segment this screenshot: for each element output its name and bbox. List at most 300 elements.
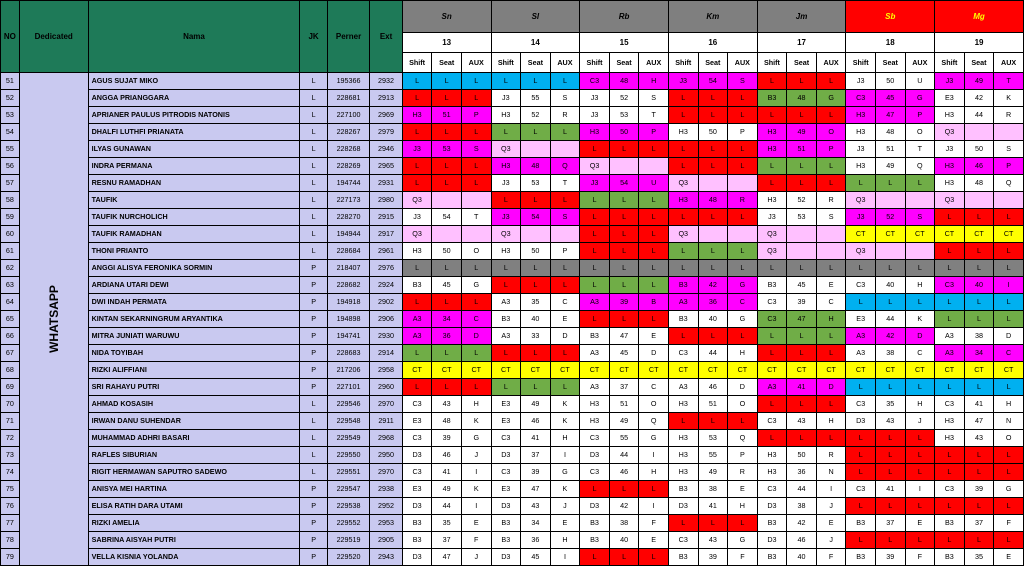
shift-cell[interactable]: A3 (491, 328, 521, 345)
aux-cell[interactable]: J (905, 413, 935, 430)
aux-cell[interactable]: K (461, 481, 491, 498)
aux-cell[interactable]: L (728, 90, 758, 107)
gender-cell[interactable]: P (300, 515, 327, 532)
row-number-cell[interactable]: 60 (1, 226, 20, 243)
shift-cell[interactable]: H3 (846, 107, 876, 124)
shift-cell[interactable]: L (491, 277, 521, 294)
subcolumn-header[interactable]: Shift (580, 53, 610, 73)
aux-cell[interactable]: G (728, 311, 758, 328)
shift-cell[interactable]: L (580, 141, 610, 158)
seat-cell[interactable]: L (698, 141, 728, 158)
shift-cell[interactable]: L (935, 260, 965, 277)
shift-cell[interactable]: D3 (491, 447, 521, 464)
seat-cell[interactable]: 50 (875, 73, 905, 90)
seat-cell[interactable]: 38 (787, 498, 817, 515)
shift-cell[interactable]: L (757, 175, 787, 192)
shift-cell[interactable]: H3 (757, 464, 787, 481)
shift-cell[interactable]: L (580, 549, 610, 566)
row-number-cell[interactable]: 72 (1, 430, 20, 447)
seat-cell[interactable]: L (521, 379, 551, 396)
seat-cell[interactable]: CT (875, 362, 905, 379)
aux-cell[interactable]: L (728, 515, 758, 532)
aux-cell[interactable]: K (905, 311, 935, 328)
shift-cell[interactable]: B3 (757, 515, 787, 532)
seat-cell[interactable]: 43 (521, 498, 551, 515)
aux-cell[interactable]: R (816, 192, 846, 209)
aux-cell[interactable]: P (994, 158, 1024, 175)
shift-cell[interactable]: H3 (580, 396, 610, 413)
ext-cell[interactable]: 2924 (370, 277, 403, 294)
shift-cell[interactable]: CT (935, 362, 965, 379)
shift-cell[interactable]: A3 (580, 345, 610, 362)
seat-cell[interactable]: 49 (787, 124, 817, 141)
gender-cell[interactable]: L (300, 141, 327, 158)
shift-cell[interactable]: C3 (935, 396, 965, 413)
seat-cell[interactable]: 45 (875, 90, 905, 107)
aux-cell[interactable]: E (550, 515, 580, 532)
shift-cell[interactable]: H3 (668, 124, 698, 141)
aux-cell[interactable]: L (905, 464, 935, 481)
row-number-cell[interactable]: 73 (1, 447, 20, 464)
shift-cell[interactable]: L (668, 158, 698, 175)
seat-cell[interactable]: 54 (698, 73, 728, 90)
seat-cell[interactable]: 51 (787, 141, 817, 158)
shift-cell[interactable]: L (668, 141, 698, 158)
aux-cell[interactable]: D (816, 379, 846, 396)
aux-cell[interactable]: L (728, 243, 758, 260)
shift-cell[interactable]: L (402, 73, 432, 90)
subcolumn-header[interactable]: Shift (757, 53, 787, 73)
aux-cell[interactable]: H (550, 430, 580, 447)
aux-cell[interactable]: L (994, 532, 1024, 549)
gender-cell[interactable]: P (300, 532, 327, 549)
aux-cell[interactable]: C (728, 294, 758, 311)
seat-cell[interactable]: L (787, 345, 817, 362)
name-cell[interactable]: RIZKI AMELIA (88, 515, 300, 532)
seat-cell[interactable]: 51 (432, 107, 462, 124)
aux-cell[interactable]: D (639, 345, 669, 362)
seat-cell[interactable]: L (609, 260, 639, 277)
aux-cell[interactable]: L (728, 413, 758, 430)
aux-cell[interactable]: E (550, 311, 580, 328)
subcolumn-header[interactable]: Shift (846, 53, 876, 73)
shift-cell[interactable]: C3 (846, 277, 876, 294)
seat-cell[interactable]: L (698, 209, 728, 226)
aux-cell[interactable]: G (728, 532, 758, 549)
gender-cell[interactable]: P (300, 260, 327, 277)
seat-cell[interactable]: 53 (432, 141, 462, 158)
seat-cell[interactable]: L (432, 345, 462, 362)
aux-cell[interactable]: L (728, 158, 758, 175)
aux-cell[interactable]: L (550, 124, 580, 141)
seat-cell[interactable]: L (787, 396, 817, 413)
aux-cell[interactable] (905, 243, 935, 260)
shift-cell[interactable]: D3 (757, 498, 787, 515)
aux-cell[interactable]: L (550, 277, 580, 294)
seat-cell[interactable]: 48 (609, 73, 639, 90)
shift-cell[interactable]: L (846, 447, 876, 464)
aux-cell[interactable] (994, 124, 1024, 141)
aux-cell[interactable]: Q (639, 413, 669, 430)
name-cell[interactable]: SRI RAHAYU PUTRI (88, 379, 300, 396)
seat-cell[interactable]: 39 (964, 481, 994, 498)
seat-cell[interactable]: 48 (521, 158, 551, 175)
ext-cell[interactable]: 2950 (370, 447, 403, 464)
seat-cell[interactable]: 40 (964, 277, 994, 294)
shift-cell[interactable]: C3 (757, 294, 787, 311)
aux-cell[interactable]: C (816, 294, 846, 311)
shift-cell[interactable]: CT (580, 362, 610, 379)
shift-cell[interactable]: B3 (757, 549, 787, 566)
ext-cell[interactable]: 2906 (370, 311, 403, 328)
aux-cell[interactable] (550, 141, 580, 158)
shift-cell[interactable]: A3 (668, 379, 698, 396)
aux-cell[interactable]: J (816, 498, 846, 515)
seat-cell[interactable]: 49 (432, 481, 462, 498)
shift-cell[interactable]: L (757, 73, 787, 90)
seat-cell[interactable]: 43 (964, 430, 994, 447)
seat-cell[interactable]: 42 (875, 328, 905, 345)
shift-cell[interactable]: L (668, 328, 698, 345)
seat-cell[interactable]: L (432, 124, 462, 141)
aux-cell[interactable]: L (461, 73, 491, 90)
aux-cell[interactable]: L (728, 328, 758, 345)
shift-cell[interactable]: C3 (580, 464, 610, 481)
aux-cell[interactable]: C (905, 345, 935, 362)
seat-cell[interactable] (787, 243, 817, 260)
shift-cell[interactable]: E3 (491, 413, 521, 430)
aux-cell[interactable]: F (816, 549, 846, 566)
name-cell[interactable]: IRWAN DANU SUHENDAR (88, 413, 300, 430)
aux-cell[interactable]: L (816, 260, 846, 277)
seat-cell[interactable]: 45 (432, 277, 462, 294)
seat-cell[interactable]: L (609, 311, 639, 328)
aux-cell[interactable]: L (639, 209, 669, 226)
shift-cell[interactable]: L (580, 481, 610, 498)
seat-cell[interactable]: L (521, 192, 551, 209)
shift-cell[interactable]: J3 (935, 141, 965, 158)
gender-cell[interactable]: L (300, 175, 327, 192)
seat-cell[interactable]: 46 (698, 379, 728, 396)
seat-cell[interactable]: L (964, 532, 994, 549)
aux-cell[interactable]: J (550, 498, 580, 515)
aux-cell[interactable]: L (994, 260, 1024, 277)
aux-cell[interactable]: N (816, 464, 846, 481)
shift-cell[interactable]: B3 (580, 532, 610, 549)
ext-cell[interactable]: 2917 (370, 226, 403, 243)
seat-cell[interactable]: CT (875, 226, 905, 243)
seat-cell[interactable]: 35 (964, 549, 994, 566)
aux-cell[interactable]: CT (728, 362, 758, 379)
gender-cell[interactable]: L (300, 447, 327, 464)
shift-cell[interactable]: H3 (402, 107, 432, 124)
shift-cell[interactable]: Q3 (935, 192, 965, 209)
ext-cell[interactable]: 2979 (370, 124, 403, 141)
no-header[interactable]: NO (1, 1, 20, 73)
dedicated-group-cell[interactable] (19, 73, 88, 566)
shift-cell[interactable]: H3 (935, 175, 965, 192)
aux-cell[interactable]: I (639, 447, 669, 464)
subcolumn-header[interactable]: AUX (994, 53, 1024, 73)
aux-cell[interactable]: O (461, 243, 491, 260)
seat-cell[interactable]: 39 (875, 549, 905, 566)
seat-cell[interactable]: 53 (521, 175, 551, 192)
seat-cell[interactable]: L (875, 464, 905, 481)
ext-cell[interactable]: 2905 (370, 532, 403, 549)
aux-cell[interactable]: S (816, 209, 846, 226)
seat-cell[interactable]: 43 (875, 413, 905, 430)
aux-cell[interactable]: H (994, 396, 1024, 413)
seat-cell[interactable]: 33 (521, 328, 551, 345)
seat-cell[interactable]: 37 (521, 447, 551, 464)
row-number-cell[interactable]: 53 (1, 107, 20, 124)
aux-cell[interactable] (639, 158, 669, 175)
shift-cell[interactable]: L (935, 209, 965, 226)
name-cell[interactable]: TAUFIK RAMADHAN (88, 226, 300, 243)
seat-cell[interactable]: 45 (609, 345, 639, 362)
seat-cell[interactable]: L (875, 175, 905, 192)
aux-cell[interactable]: G (905, 90, 935, 107)
seat-cell[interactable]: 55 (698, 447, 728, 464)
name-cell[interactable]: TAUFIK (88, 192, 300, 209)
aux-cell[interactable]: O (816, 124, 846, 141)
shift-cell[interactable]: H3 (668, 430, 698, 447)
subcolumn-header[interactable]: Seat (432, 53, 462, 73)
date-header[interactable]: 17 (757, 33, 846, 53)
shift-cell[interactable]: J3 (402, 141, 432, 158)
seat-cell[interactable]: L (875, 260, 905, 277)
shift-cell[interactable]: H3 (402, 243, 432, 260)
seat-cell[interactable]: 44 (698, 345, 728, 362)
gender-cell[interactable]: P (300, 311, 327, 328)
shift-cell[interactable]: L (846, 379, 876, 396)
shift-cell[interactable]: L (491, 379, 521, 396)
shift-cell[interactable]: L (491, 73, 521, 90)
aux-cell[interactable]: H (639, 73, 669, 90)
seat-cell[interactable]: 46 (521, 413, 551, 430)
aux-cell[interactable]: S (550, 90, 580, 107)
seat-cell[interactable] (609, 158, 639, 175)
name-cell[interactable]: DWI INDAH PERMATA (88, 294, 300, 311)
row-number-cell[interactable]: 68 (1, 362, 20, 379)
aux-cell[interactable]: P (728, 447, 758, 464)
aux-cell[interactable]: E (639, 328, 669, 345)
aux-cell[interactable]: L (994, 311, 1024, 328)
name-cell[interactable]: AGUS SUJAT MIKO (88, 73, 300, 90)
aux-cell[interactable]: L (905, 532, 935, 549)
aux-cell[interactable]: S (639, 90, 669, 107)
name-cell[interactable]: RIZKI ALIFFIANI (88, 362, 300, 379)
ext-cell[interactable]: 2969 (370, 107, 403, 124)
row-number-cell[interactable]: 66 (1, 328, 20, 345)
shift-cell[interactable]: C3 (935, 277, 965, 294)
shift-cell[interactable]: C3 (402, 396, 432, 413)
shift-cell[interactable]: L (402, 90, 432, 107)
subcolumn-header[interactable]: Seat (521, 53, 551, 73)
shift-cell[interactable]: A3 (935, 328, 965, 345)
shift-cell[interactable]: L (580, 311, 610, 328)
perner-cell[interactable]: 229546 (327, 396, 369, 413)
shift-cell[interactable]: C3 (757, 481, 787, 498)
aux-cell[interactable]: H (816, 413, 846, 430)
shift-cell[interactable]: J3 (580, 107, 610, 124)
ext-cell[interactable]: 2938 (370, 481, 403, 498)
seat-cell[interactable]: 36 (521, 532, 551, 549)
shift-cell[interactable]: A3 (580, 294, 610, 311)
ext-cell[interactable]: 2953 (370, 515, 403, 532)
row-number-cell[interactable]: 70 (1, 396, 20, 413)
aux-cell[interactable]: I (550, 447, 580, 464)
seat-cell[interactable]: 48 (964, 175, 994, 192)
aux-cell[interactable]: P (461, 107, 491, 124)
gender-cell[interactable]: P (300, 549, 327, 566)
aux-cell[interactable]: L (816, 345, 846, 362)
gender-cell[interactable]: P (300, 498, 327, 515)
name-cell[interactable]: VELLA KISNIA YOLANDA (88, 549, 300, 566)
shift-cell[interactable]: Q3 (846, 192, 876, 209)
aux-cell[interactable] (461, 192, 491, 209)
aux-cell[interactable]: L (905, 498, 935, 515)
seat-cell[interactable]: 54 (609, 175, 639, 192)
perner-cell[interactable]: 229549 (327, 430, 369, 447)
aux-cell[interactable]: L (639, 243, 669, 260)
perner-cell[interactable]: 228681 (327, 90, 369, 107)
aux-cell[interactable]: S (550, 209, 580, 226)
seat-cell[interactable]: 37 (609, 379, 639, 396)
seat-cell[interactable] (964, 124, 994, 141)
aux-cell[interactable]: R (728, 192, 758, 209)
seat-cell[interactable]: 45 (787, 277, 817, 294)
perner-cell[interactable]: 217206 (327, 362, 369, 379)
name-cell[interactable]: TAUFIK NURCHOLICH (88, 209, 300, 226)
seat-cell[interactable]: 36 (787, 464, 817, 481)
perner-cell[interactable]: 218407 (327, 260, 369, 277)
ext-cell[interactable]: 2931 (370, 175, 403, 192)
shift-cell[interactable]: B3 (757, 277, 787, 294)
seat-cell[interactable]: L (698, 243, 728, 260)
ext-cell[interactable]: 2932 (370, 73, 403, 90)
seat-cell[interactable]: 53 (609, 107, 639, 124)
perner-cell[interactable]: 195366 (327, 73, 369, 90)
seat-cell[interactable]: 54 (521, 209, 551, 226)
gender-cell[interactable]: L (300, 107, 327, 124)
seat-cell[interactable]: 37 (875, 515, 905, 532)
ext-cell[interactable]: 2911 (370, 413, 403, 430)
gender-cell[interactable]: L (300, 192, 327, 209)
ext-cell[interactable]: 2943 (370, 549, 403, 566)
aux-cell[interactable]: G (461, 430, 491, 447)
seat-cell[interactable]: L (698, 90, 728, 107)
row-number-cell[interactable]: 58 (1, 192, 20, 209)
dedicated-header[interactable]: Dedicated (19, 1, 88, 73)
perner-cell[interactable]: 229550 (327, 447, 369, 464)
shift-cell[interactable]: H3 (935, 107, 965, 124)
aux-cell[interactable]: L (461, 379, 491, 396)
date-header[interactable]: 14 (491, 33, 580, 53)
date-header[interactable]: 16 (668, 33, 757, 53)
name-cell[interactable]: ARDIANA UTARI DEWI (88, 277, 300, 294)
seat-cell[interactable]: 38 (875, 345, 905, 362)
seat-cell[interactable]: 55 (521, 90, 551, 107)
seat-cell[interactable]: 41 (432, 464, 462, 481)
row-number-cell[interactable]: 57 (1, 175, 20, 192)
shift-cell[interactable]: L (402, 345, 432, 362)
row-number-cell[interactable]: 51 (1, 73, 20, 90)
aux-cell[interactable]: E (994, 549, 1024, 566)
aux-cell[interactable]: L (461, 90, 491, 107)
aux-cell[interactable]: L (816, 175, 846, 192)
shift-cell[interactable]: L (580, 226, 610, 243)
day-name-header[interactable]: Jm (757, 1, 846, 33)
seat-cell[interactable]: 42 (698, 277, 728, 294)
seat-cell[interactable]: CT (964, 226, 994, 243)
shift-cell[interactable]: H3 (757, 124, 787, 141)
shift-cell[interactable]: C3 (580, 430, 610, 447)
shift-cell[interactable]: CT (402, 362, 432, 379)
shift-cell[interactable]: D3 (757, 532, 787, 549)
name-cell[interactable]: ELISA RATIH DARA UTAMI (88, 498, 300, 515)
aux-cell[interactable]: C (994, 345, 1024, 362)
seat-cell[interactable]: 39 (787, 294, 817, 311)
subcolumn-header[interactable]: Seat (698, 53, 728, 73)
seat-cell[interactable]: 51 (609, 396, 639, 413)
aux-cell[interactable] (461, 226, 491, 243)
seat-cell[interactable]: L (698, 107, 728, 124)
row-number-cell[interactable]: 77 (1, 515, 20, 532)
aux-cell[interactable]: K (461, 413, 491, 430)
seat-cell[interactable]: 50 (521, 243, 551, 260)
seat-cell[interactable]: 43 (698, 532, 728, 549)
shift-cell[interactable]: CT (491, 362, 521, 379)
perner-cell[interactable]: 194898 (327, 311, 369, 328)
shift-cell[interactable]: C3 (580, 73, 610, 90)
seat-cell[interactable]: L (787, 107, 817, 124)
seat-cell[interactable]: L (787, 430, 817, 447)
shift-cell[interactable]: H3 (935, 158, 965, 175)
shift-cell[interactable]: C3 (491, 464, 521, 481)
aux-cell[interactable]: L (550, 73, 580, 90)
seat-cell[interactable]: 47 (964, 413, 994, 430)
day-name-header[interactable]: Mg (935, 1, 1024, 33)
row-number-cell[interactable]: 75 (1, 481, 20, 498)
shift-cell[interactable]: H3 (846, 158, 876, 175)
seat-cell[interactable]: 46 (964, 158, 994, 175)
seat-cell[interactable]: 41 (875, 481, 905, 498)
aux-cell[interactable]: C (639, 379, 669, 396)
aux-cell[interactable]: E (639, 532, 669, 549)
shift-cell[interactable]: B3 (935, 515, 965, 532)
ext-cell[interactable]: 2902 (370, 294, 403, 311)
shift-cell[interactable]: L (757, 345, 787, 362)
aux-cell[interactable]: I (639, 498, 669, 515)
aux-cell[interactable]: D (994, 328, 1024, 345)
aux-cell[interactable]: T (461, 209, 491, 226)
aux-cell[interactable]: U (639, 175, 669, 192)
aux-cell[interactable]: H (639, 464, 669, 481)
ext-cell[interactable]: 2980 (370, 192, 403, 209)
seat-cell[interactable]: 39 (609, 294, 639, 311)
seat-cell[interactable]: 48 (698, 192, 728, 209)
shift-cell[interactable]: H3 (491, 158, 521, 175)
shift-cell[interactable]: B3 (491, 515, 521, 532)
aux-cell[interactable]: L (461, 345, 491, 362)
seat-cell[interactable]: 39 (521, 464, 551, 481)
shift-cell[interactable]: A3 (402, 311, 432, 328)
shift-cell[interactable]: L (580, 277, 610, 294)
aux-cell[interactable]: L (994, 464, 1024, 481)
perner-cell[interactable]: 228682 (327, 277, 369, 294)
aux-cell[interactable]: Q (728, 430, 758, 447)
